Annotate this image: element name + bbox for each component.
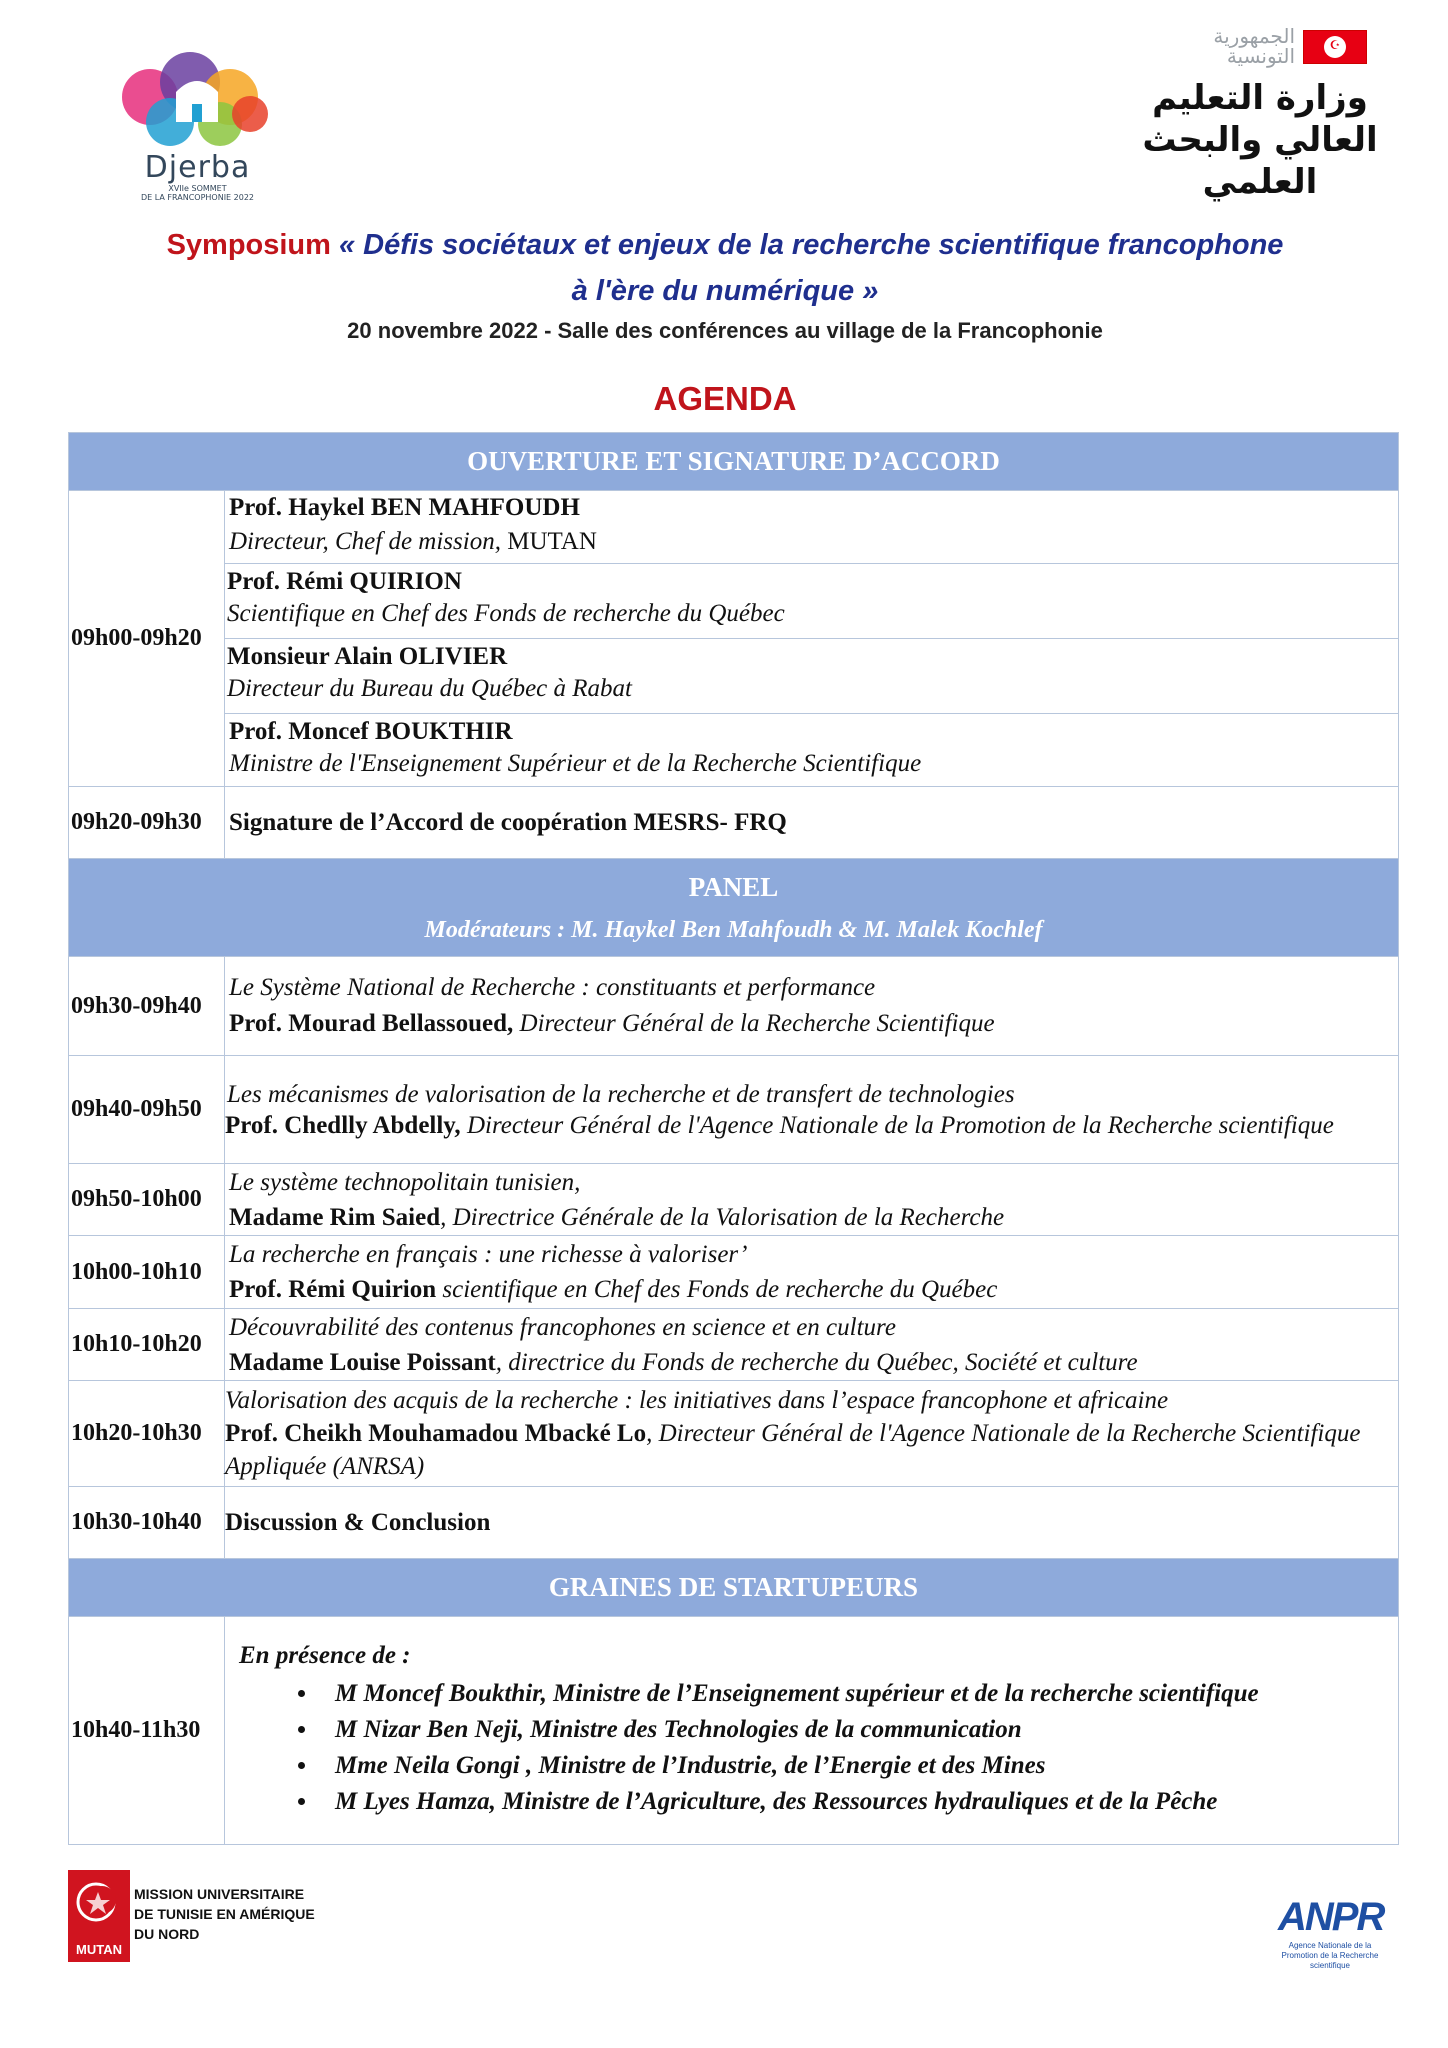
- panel-moderators: Modérateurs : M. Haykel Ben Mahfoudh & M. Malek Kochlef: [424, 916, 1043, 943]
- session-role: , Directeur Général de l'Agence Nationale de la Recherche Scientifique Appliquée (ANRSA): [225, 1420, 1361, 1480]
- startups-cell: [225, 1617, 1399, 1845]
- session-cell: [225, 1309, 1399, 1381]
- mutan-emblem-icon: [68, 1870, 130, 1940]
- time-cell: 10h00-10h10: [69, 1236, 225, 1309]
- symposium-title: [60, 222, 1390, 314]
- djerba-sub-line1: XVIIe SOMMET: [168, 184, 227, 193]
- time-cell: 09h30-09h40: [69, 957, 225, 1056]
- table-row: [69, 1309, 1399, 1381]
- time-cell: 09h50-10h00: [69, 1164, 225, 1236]
- section-title-panel: [69, 859, 1399, 957]
- mutan-line-2: DE TUNISIE EN AMÉRIQUE: [134, 1906, 315, 1922]
- session-cell: [225, 1164, 1399, 1236]
- session-cell: Discussion & Conclusion: [225, 1487, 1399, 1559]
- time-cell: 09h40-09h50: [69, 1056, 225, 1164]
- title-prefix: Symposium: [166, 229, 331, 261]
- crescent-star-icon: ☪: [1329, 38, 1341, 52]
- djerba-logo-graphic: [110, 52, 285, 152]
- speaker-name: Monsieur Alain OLIVIER: [227, 643, 508, 670]
- speaker-name: Prof. Haykel BEN MAHFOUDH: [229, 494, 580, 521]
- session-speaker: Madame Louise Poissant: [229, 1348, 496, 1376]
- speaker-role-suffix: MUTAN: [500, 528, 597, 555]
- panel-heading: PANEL: [688, 871, 779, 902]
- ministry-logo: [1105, 22, 1415, 202]
- title-main: « Défis sociétaux et enjeux de la recherche scientifique francophone: [339, 229, 1284, 261]
- session-speaker: Prof. Chedlly Abdelly,: [225, 1111, 461, 1139]
- speaker-role: Directeur du Bureau du Québec à Rabat: [227, 675, 632, 702]
- session-role: scientifique en Chef des Fonds de recherche du Québec: [436, 1276, 998, 1303]
- anpr-logo: [1270, 1895, 1390, 1970]
- session-speaker: Madame Rim Saied: [229, 1203, 441, 1231]
- session-topic: La recherche en français : une richesse à valoriser’: [229, 1241, 748, 1268]
- speaker-1: [225, 491, 1398, 563]
- speaker-name: Prof. Moncef BOUKTHIR: [229, 718, 513, 745]
- table-row: [69, 957, 1399, 1056]
- session-cell: [225, 1236, 1399, 1309]
- session-topic: Le système technopolitain tunisien,: [229, 1168, 581, 1196]
- session-cell: [225, 957, 1399, 1056]
- agenda-table: [68, 432, 1398, 1845]
- guest-list: [239, 1676, 1398, 1820]
- table-row: [69, 1617, 1399, 1845]
- table-row: [69, 1487, 1399, 1559]
- session-speaker: Prof. Cheikh Mouhamadou Mbacké Lo: [225, 1420, 647, 1447]
- section-startups: [69, 1559, 1399, 1617]
- table-row: [69, 787, 1399, 859]
- session-topic: Valorisation des acquis de la recherche : les initiatives dans l’espace francophone et africaine: [225, 1387, 1169, 1414]
- speaker-4: [225, 713, 1398, 786]
- anpr-wordmark: ANPR: [1278, 1895, 1384, 1939]
- djerba-wordmark: Djerba: [144, 150, 251, 185]
- tunisia-flag-icon: [1303, 30, 1367, 64]
- session-role: , directrice du Fonds de recherche du Québec, Société et culture: [495, 1348, 1138, 1376]
- presence-intro: En présence de :: [239, 1641, 411, 1669]
- session-topic: Découvrabilité des contenus francophones en science et en culture: [229, 1313, 896, 1341]
- republic-label: الجمهورية التونسية: [1213, 24, 1295, 68]
- agenda-heading: AGENDA: [653, 380, 797, 417]
- anpr-subtitle: Agence Nationale de la Promotion de la Recherche scientifique: [1281, 1941, 1379, 1970]
- list-item: • M Lyes Hamza, Ministre de l’Agriculture, des Ressources hydrauliques et de la Pêche: [319, 1784, 1398, 1820]
- table-row: [69, 491, 1399, 787]
- session-role: , Directrice Générale de la Valorisation de la Recherche: [440, 1203, 1005, 1231]
- speaker-role: Ministre de l'Enseignement Supérieur et de la Recherche Scientifique: [229, 750, 922, 777]
- time-cell: 10h30-10h40: [69, 1487, 225, 1559]
- session-topic: Les mécanismes de valorisation de la recherche et de transfert de technologies: [227, 1080, 1015, 1108]
- time-cell: 10h40-11h30: [69, 1617, 225, 1845]
- table-row: [69, 1236, 1399, 1309]
- speaker-role: Directeur, Chef de mission,: [229, 528, 501, 555]
- mutan-logo: [68, 1870, 130, 1962]
- section-title-startups: GRAINES DE STARTUPEURS: [69, 1559, 1399, 1617]
- table-row: [69, 1056, 1399, 1164]
- djerba-subtitle: [110, 184, 285, 202]
- time-cell: 09h00-09h20: [69, 491, 225, 787]
- session-cell: [225, 1056, 1399, 1164]
- time-cell: 09h20-09h30: [69, 787, 225, 859]
- session-role: Directeur Général de la Recherche Scientifique: [513, 1010, 995, 1037]
- session-topic: Le Système National de Recherche : constituants et performance: [229, 974, 876, 1001]
- speakers-cell: [225, 491, 1399, 787]
- speaker-3: [225, 638, 1398, 713]
- speaker-role: Scientifique en Chef des Fonds de recherche du Québec: [227, 600, 785, 627]
- time-cell: 10h10-10h20: [69, 1309, 225, 1381]
- symposium-subtitle: 20 novembre 2022 - Salle des conférences au village de la Francophonie: [347, 318, 1103, 343]
- section-title-opening: OUVERTURE ET SIGNATURE D’ACCORD: [69, 433, 1399, 491]
- table-row: [69, 1164, 1399, 1236]
- flag-circle: [1324, 36, 1346, 58]
- section-opening: [69, 433, 1399, 491]
- list-item: • Mme Neila Gongi , Ministre de l’Industrie, de l’Energie et des Mines: [319, 1748, 1398, 1784]
- time-cell: 10h20-10h30: [69, 1381, 225, 1487]
- session-speaker: Prof. Mourad Bellassoued,: [229, 1010, 514, 1037]
- title-main-2: à l'ère du numérique »: [571, 275, 879, 307]
- speaker-2: [225, 563, 1398, 638]
- mutan-line-1: MISSION UNIVERSITAIRE: [134, 1886, 305, 1902]
- djerba-sub-line2: DE LA FRANCOPHONIE 2022: [140, 193, 255, 202]
- mutan-caption: [134, 1884, 394, 1944]
- section-panel: [69, 859, 1399, 957]
- mutan-label: MUTAN: [76, 1942, 122, 1957]
- table-row: [69, 1381, 1399, 1487]
- session-cell: [225, 1381, 1399, 1487]
- list-item: • M Nizar Ben Neji, Ministre des Technologies de la communication: [319, 1712, 1398, 1748]
- mutan-line-3: DU NORD: [134, 1926, 200, 1942]
- ministry-name: وزارة التعليم العالي والبحث العلمي: [1142, 78, 1378, 202]
- djerba-summit-logo: [110, 52, 285, 212]
- speaker-name: Prof. Rémi QUIRION: [227, 568, 462, 595]
- session-role: Directeur Général de l'Agence Nationale de la Promotion de la Recherche scientifique: [460, 1111, 1334, 1139]
- signature-cell: Signature de l’Accord de coopération MESRS- FRQ: [225, 787, 1399, 859]
- list-item: • M Moncef Boukthir, Ministre de l’Enseignement supérieur et de la recherche scientifique: [319, 1676, 1398, 1712]
- session-speaker: Prof. Rémi Quirion: [229, 1276, 437, 1303]
